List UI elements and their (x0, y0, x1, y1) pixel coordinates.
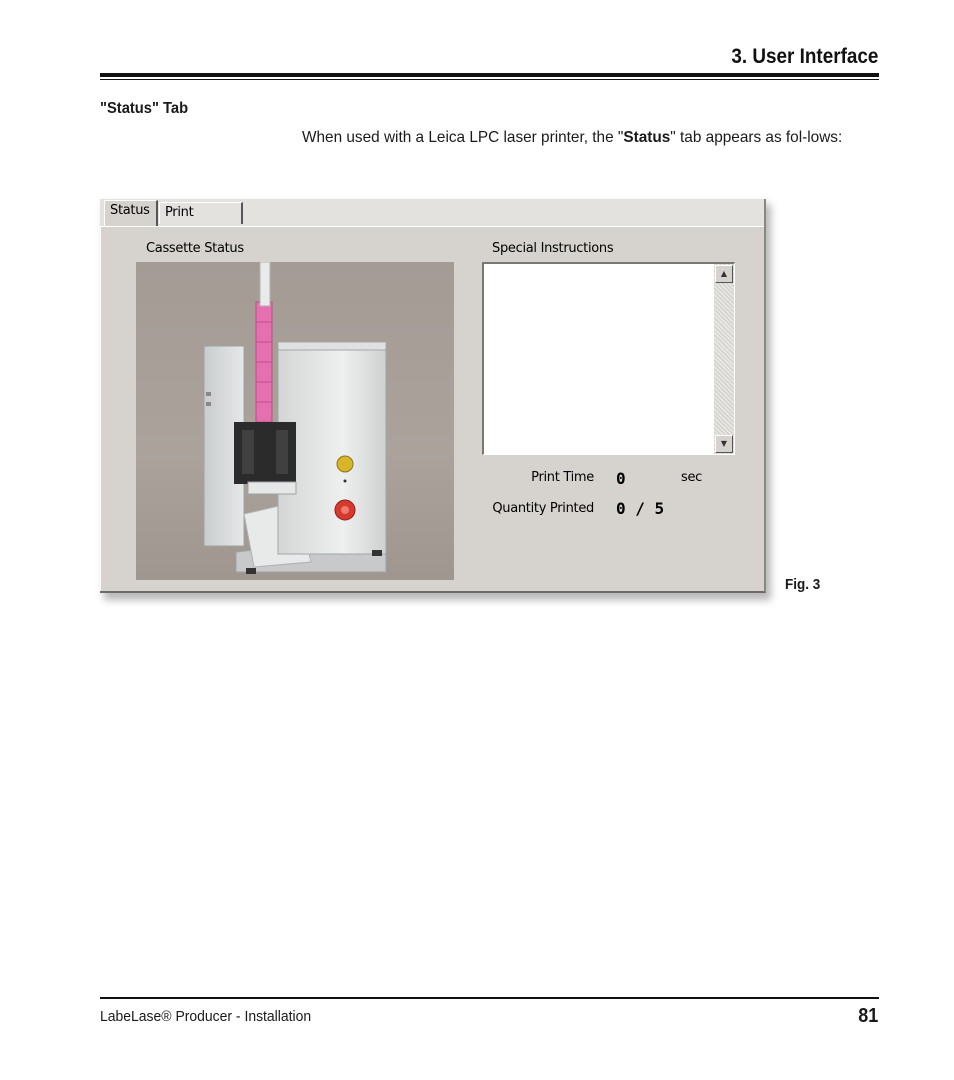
quantity-printed-label: Quantity Printed (492, 501, 594, 516)
print-time-value: 0 (616, 469, 626, 488)
footer-rule (100, 997, 879, 999)
tab-status[interactable]: Status (104, 200, 158, 226)
special-instructions-scrollbar[interactable] (714, 264, 734, 454)
quantity-printed-value: 0 / 5 (616, 499, 665, 518)
chapter-title: 3. User Interface (730, 45, 878, 68)
status-screenshot (100, 199, 766, 593)
header-rule (100, 73, 879, 77)
status-panel (100, 226, 764, 591)
header-rule-thin (100, 79, 879, 80)
scroll-up-icon[interactable]: ▲ (715, 265, 733, 283)
intro-text-bold: Status (623, 129, 671, 146)
figure-label: Fig. 3 (785, 576, 821, 593)
scroll-down-icon[interactable]: ▼ (715, 435, 733, 453)
print-time-unit: sec (681, 470, 703, 485)
print-time-label: Print Time (531, 470, 594, 485)
section-heading: "Status" Tab (100, 100, 189, 117)
printer-photo-icon (136, 262, 454, 580)
tab-strip (100, 199, 764, 226)
tab-print-queue[interactable]: Print (159, 202, 243, 224)
intro-text-after: " tab appears as fol-lows: (670, 129, 843, 146)
page-number: 81 (857, 1005, 878, 1027)
intro-text-before: When used with a Leica LPC laser printer, the " (302, 129, 624, 146)
intro-paragraph (302, 126, 856, 150)
cassette-status-image (136, 262, 454, 580)
footer-doc-title: LabeLase® Producer - Installation (100, 1008, 312, 1025)
special-instructions-label: Special Instructions (492, 241, 614, 256)
cassette-status-label: Cassette Status (146, 241, 244, 256)
special-instructions-textbox[interactable] (482, 262, 735, 455)
